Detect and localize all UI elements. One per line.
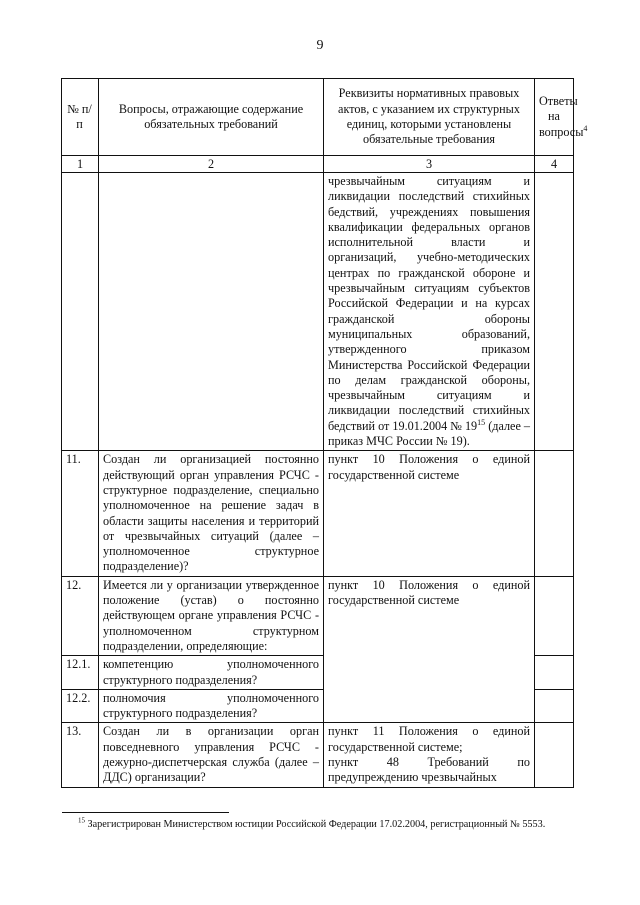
row-answer-cell[interactable] — [535, 723, 574, 787]
header-col-answers-text: Ответы на вопросы — [539, 94, 584, 139]
table-row-12-2 — [62, 689, 574, 723]
footnote-ref-15: 15 — [477, 417, 486, 427]
row-question-cell: Создан ли в организации орган повседневного управления РСЧС - дежурно-диспетчерская служба (далее – ДДС) организации? — [99, 723, 324, 787]
row-reference-cell — [324, 723, 535, 787]
row-number-cell — [62, 173, 99, 451]
row-reference-cell: пункт 10 Положения о единой государственной системе — [324, 576, 535, 655]
footnote-mark: 15 — [78, 816, 85, 825]
row-answer-cell — [535, 173, 574, 451]
row-answer-cell[interactable] — [535, 689, 574, 723]
continuation-ref-text: чрезвычайным ситуациям и ликвидации последствий стихийных бедствий, учреждениях повышения квалификации федеральных органов исполнительной власти и организаций, учебно-методических центрах по гражданской обороне и чрезвычайным ситуациям субъектов Российской Федерации и на курсах гражданской обороны муниципальных образований, утвержденного приказом Министерства Российской Федерации по делам гражданской обороны, чрезвычайным ситуациям и ликвидации последствий стихийных бедствий от 19.01.2004 № 19 — [328, 174, 530, 433]
row-answer-cell[interactable] — [535, 451, 574, 576]
row-answer-cell[interactable] — [535, 656, 574, 690]
header-col-answers-sup: 4 — [583, 123, 588, 133]
footnote — [78, 818, 618, 831]
row-question-cell: компетенцию уполномоченного структурного подразделения? — [99, 656, 324, 690]
row-number-cell: 13. — [62, 723, 99, 787]
column-index-row — [62, 156, 574, 173]
row-number-cell: 12. — [62, 576, 99, 655]
table-row-11 — [62, 451, 574, 576]
table-row-12 — [62, 576, 574, 655]
row-answer-cell — [535, 576, 574, 655]
continuation-ref-tail: (далее – приказ МЧС России № 19). — [328, 418, 531, 449]
reference-line-2: пункт 48 Требований по предупреждению чрезвычайных — [328, 754, 530, 785]
row-reference-cell — [324, 689, 535, 723]
footnote-divider — [62, 812, 229, 813]
table-row-13 — [62, 723, 574, 787]
row-reference-cell — [324, 173, 535, 451]
footnote-text: Зарегистрирован Министерством юстиции Российской Федерации 17.02.2004, регистрационный № 5553. — [85, 819, 546, 830]
row-number-cell: 12.2. — [62, 689, 99, 723]
table-row-continuation — [62, 173, 574, 451]
header-col-answers — [535, 79, 588, 156]
header-col-references: Реквизиты нормативных правовых актов, с указанием их структурных единиц, которыми установлены обязательные требования — [324, 79, 535, 156]
page-number: 9 — [316, 38, 324, 53]
column-index-4: 4 — [535, 156, 574, 173]
row-question-cell: Создан ли организацией постоянно действующий орган управления РСЧС - структурное подразделение, специально уполномоченное на решение задач в области защиты населения и территорий от чрезвычайных ситуаций (далее – уполномоченное структурное подразделение)? — [99, 451, 324, 576]
row-number-cell: 12.1. — [62, 656, 99, 690]
row-question-cell: Имеется ли у организации утвержденное положение (устав) о постоянно действующем органе управления РСЧС - уполномоченном структурном подразделении, определяющие: — [99, 576, 324, 655]
column-index-1: 1 — [62, 156, 99, 173]
row-question-cell: полномочия уполномоченного структурного подразделения? — [99, 689, 324, 723]
column-index-2: 2 — [99, 156, 324, 173]
header-col-questions: Вопросы, отражающие содержание обязательных требований — [99, 79, 324, 156]
header-col-number: № п/п — [62, 79, 99, 156]
row-question-cell — [99, 173, 324, 451]
reference-line-1: пункт 11 Положения о единой государственной системе; — [328, 724, 530, 754]
row-number-cell: 11. — [62, 451, 99, 576]
column-index-3: 3 — [324, 156, 535, 173]
row-reference-cell: пункт 10 Положения о единой государственной системе — [324, 451, 535, 576]
table-row-12-1 — [62, 656, 574, 690]
table-header-row — [62, 79, 574, 156]
row-reference-cell — [324, 656, 535, 690]
requirements-table — [61, 78, 588, 788]
